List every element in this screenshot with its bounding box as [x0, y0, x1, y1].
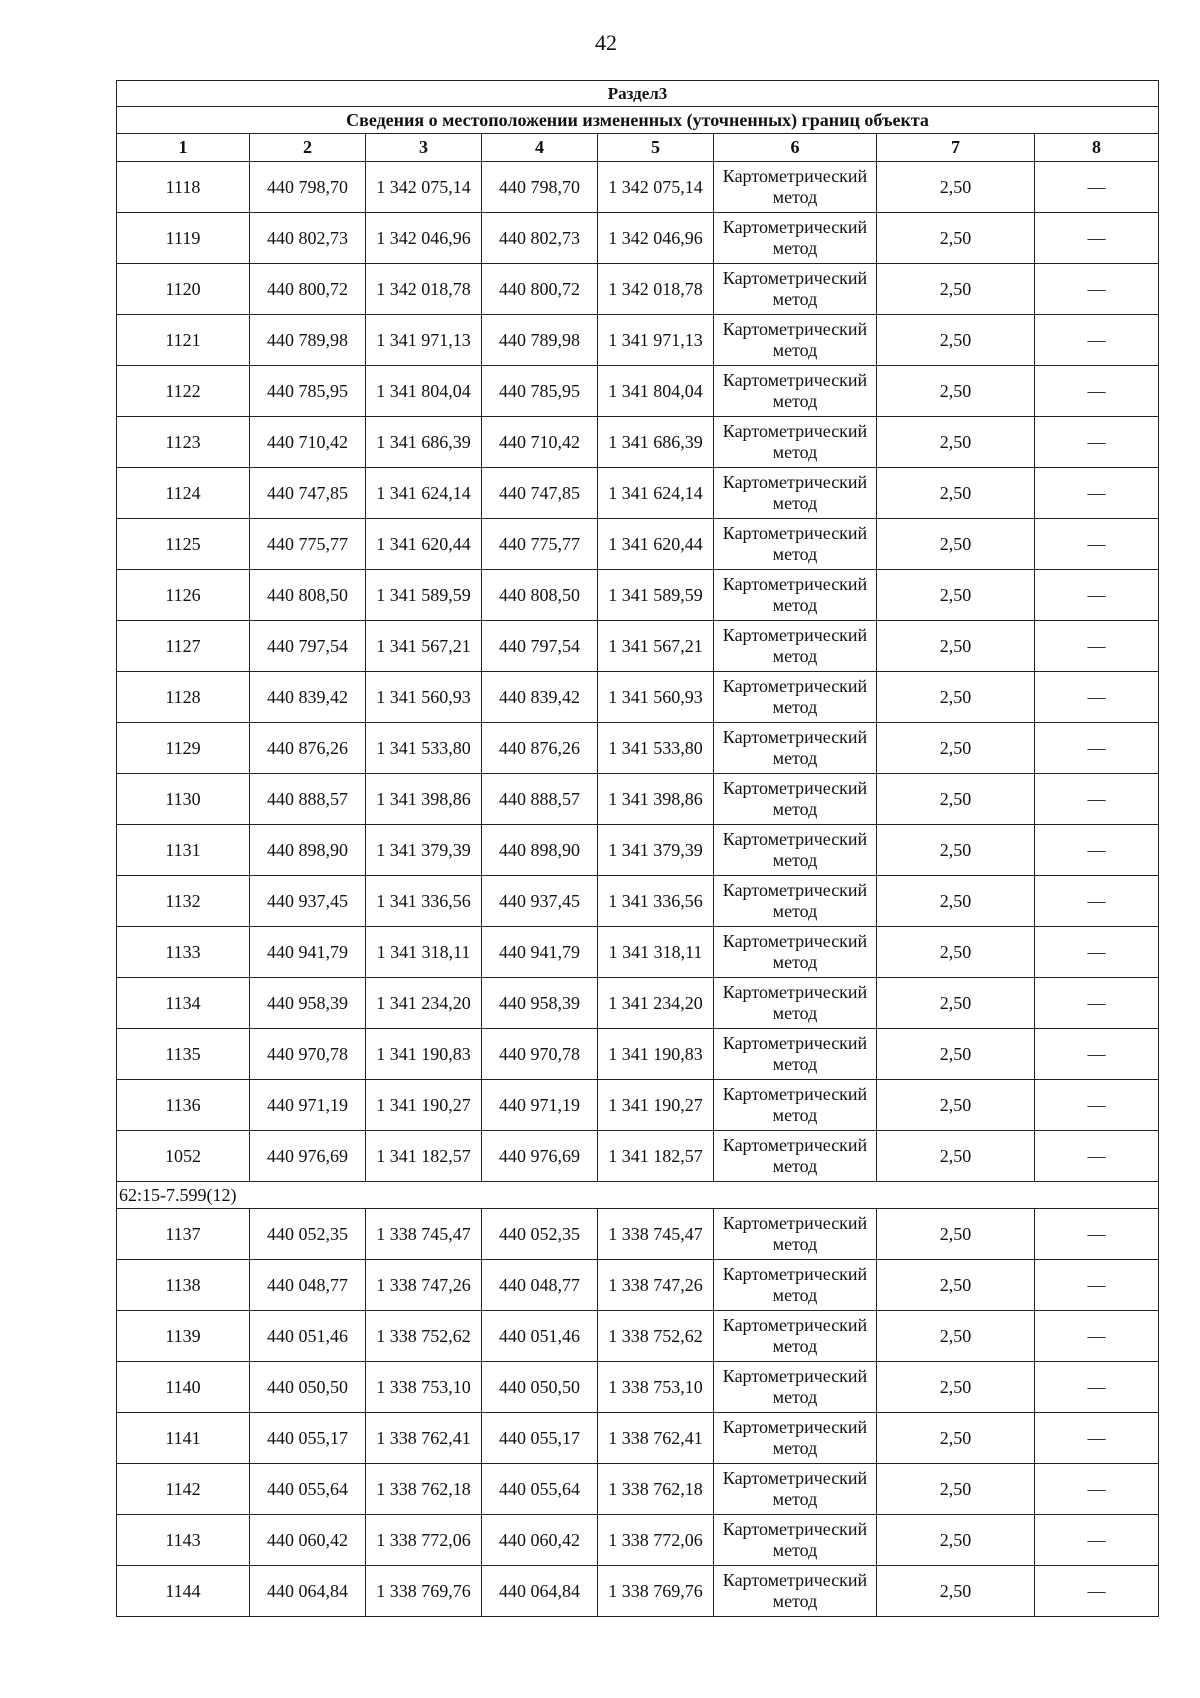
- y-coordinate-cell: 1 341 190,83: [366, 1029, 482, 1080]
- note-cell: —: [1035, 1566, 1159, 1617]
- accuracy-cell: 2,50: [877, 417, 1035, 468]
- point-number-cell: 1128: [117, 672, 250, 723]
- note-cell: —: [1035, 1209, 1159, 1260]
- accuracy-cell: 2,50: [877, 876, 1035, 927]
- x-coordinate-refined-cell: 440 055,17: [482, 1413, 598, 1464]
- point-number-cell: 1127: [117, 621, 250, 672]
- accuracy-cell: 2,50: [877, 723, 1035, 774]
- accuracy-cell: 2,50: [877, 519, 1035, 570]
- table-row: [117, 1029, 1159, 1080]
- point-number-cell: 1123: [117, 417, 250, 468]
- y-coordinate-refined-cell: 1 341 686,39: [598, 417, 714, 468]
- y-coordinate-cell: 1 341 624,14: [366, 468, 482, 519]
- x-coordinate-cell: 440 798,70: [250, 162, 366, 213]
- method-cell: Картометрический метод: [714, 876, 877, 927]
- method-cell: Картометрический метод: [714, 672, 877, 723]
- group-row: [117, 1182, 1159, 1209]
- x-coordinate-refined-cell: 440 048,77: [482, 1260, 598, 1311]
- table-row: [117, 825, 1159, 876]
- point-number-cell: 1118: [117, 162, 250, 213]
- point-number-cell: 1135: [117, 1029, 250, 1080]
- note-cell: —: [1035, 1131, 1159, 1182]
- x-coordinate-refined-cell: 440 876,26: [482, 723, 598, 774]
- table-row: [117, 774, 1159, 825]
- y-coordinate-refined-cell: 1 341 589,59: [598, 570, 714, 621]
- table-row: [117, 672, 1159, 723]
- y-coordinate-refined-cell: 1 338 747,26: [598, 1260, 714, 1311]
- point-number-cell: 1125: [117, 519, 250, 570]
- x-coordinate-refined-cell: 440 941,79: [482, 927, 598, 978]
- y-coordinate-refined-cell: 1 341 190,83: [598, 1029, 714, 1080]
- x-coordinate-cell: 440 775,77: [250, 519, 366, 570]
- accuracy-cell: 2,50: [877, 1413, 1035, 1464]
- accuracy-cell: 2,50: [877, 1209, 1035, 1260]
- method-cell: Картометрический метод: [714, 825, 877, 876]
- point-number-cell: 1137: [117, 1209, 250, 1260]
- y-coordinate-cell: 1 341 190,27: [366, 1080, 482, 1131]
- x-coordinate-refined-cell: 440 808,50: [482, 570, 598, 621]
- accuracy-cell: 2,50: [877, 468, 1035, 519]
- y-coordinate-refined-cell: 1 338 769,76: [598, 1566, 714, 1617]
- table-row: [117, 1209, 1159, 1260]
- table-row: [117, 1566, 1159, 1617]
- x-coordinate-refined-cell: 440 971,19: [482, 1080, 598, 1131]
- table-row: [117, 927, 1159, 978]
- table-row: [117, 1515, 1159, 1566]
- x-coordinate-cell: 440 800,72: [250, 264, 366, 315]
- accuracy-cell: 2,50: [877, 213, 1035, 264]
- y-coordinate-cell: 1 341 567,21: [366, 621, 482, 672]
- method-cell: Картометрический метод: [714, 621, 877, 672]
- method-cell: Картометрический метод: [714, 1029, 877, 1080]
- method-cell: Картометрический метод: [714, 570, 877, 621]
- table-row: [117, 1413, 1159, 1464]
- y-coordinate-refined-cell: 1 338 753,10: [598, 1362, 714, 1413]
- note-cell: —: [1035, 1362, 1159, 1413]
- table-row: [117, 366, 1159, 417]
- y-coordinate-cell: 1 341 336,56: [366, 876, 482, 927]
- column-header-row: [117, 134, 1159, 162]
- y-coordinate-refined-cell: 1 338 745,47: [598, 1209, 714, 1260]
- method-cell: Картометрический метод: [714, 1131, 877, 1182]
- x-coordinate-refined-cell: 440 785,95: [482, 366, 598, 417]
- y-coordinate-cell: 1 341 589,59: [366, 570, 482, 621]
- note-cell: —: [1035, 468, 1159, 519]
- column-header: 8: [1035, 134, 1159, 162]
- accuracy-cell: 2,50: [877, 927, 1035, 978]
- note-cell: —: [1035, 723, 1159, 774]
- table-row: [117, 213, 1159, 264]
- point-number-cell: 1132: [117, 876, 250, 927]
- x-coordinate-cell: 440 710,42: [250, 417, 366, 468]
- y-coordinate-refined-cell: 1 341 190,27: [598, 1080, 714, 1131]
- note-cell: —: [1035, 1515, 1159, 1566]
- table-row: [117, 417, 1159, 468]
- x-coordinate-refined-cell: 440 839,42: [482, 672, 598, 723]
- method-cell: Картометрический метод: [714, 1464, 877, 1515]
- accuracy-cell: 2,50: [877, 1515, 1035, 1566]
- table-row: [117, 621, 1159, 672]
- y-coordinate-refined-cell: 1 341 620,44: [598, 519, 714, 570]
- y-coordinate-refined-cell: 1 338 752,62: [598, 1311, 714, 1362]
- point-number-cell: 1120: [117, 264, 250, 315]
- point-number-cell: 1143: [117, 1515, 250, 1566]
- table-row: [117, 1464, 1159, 1515]
- x-coordinate-cell: 440 048,77: [250, 1260, 366, 1311]
- accuracy-cell: 2,50: [877, 366, 1035, 417]
- table-body: [117, 81, 1159, 1617]
- x-coordinate-cell: 440 055,17: [250, 1413, 366, 1464]
- table-title: Сведения о местоположении измененных (уточненных) границ объекта: [117, 107, 1159, 134]
- accuracy-cell: 2,50: [877, 1029, 1035, 1080]
- y-coordinate-refined-cell: 1 341 971,13: [598, 315, 714, 366]
- table-row: [117, 315, 1159, 366]
- note-cell: —: [1035, 417, 1159, 468]
- note-cell: —: [1035, 927, 1159, 978]
- point-number-cell: 1124: [117, 468, 250, 519]
- y-coordinate-cell: 1 341 560,93: [366, 672, 482, 723]
- note-cell: —: [1035, 366, 1159, 417]
- accuracy-cell: 2,50: [877, 1131, 1035, 1182]
- note-cell: —: [1035, 825, 1159, 876]
- point-number-cell: 1129: [117, 723, 250, 774]
- note-cell: —: [1035, 213, 1159, 264]
- y-coordinate-refined-cell: 1 338 762,41: [598, 1413, 714, 1464]
- y-coordinate-cell: 1 338 747,26: [366, 1260, 482, 1311]
- y-coordinate-cell: 1 338 762,18: [366, 1464, 482, 1515]
- note-cell: —: [1035, 774, 1159, 825]
- method-cell: Картометрический метод: [714, 1515, 877, 1566]
- x-coordinate-refined-cell: 440 051,46: [482, 1311, 598, 1362]
- accuracy-cell: 2,50: [877, 825, 1035, 876]
- y-coordinate-cell: 1 341 379,39: [366, 825, 482, 876]
- x-coordinate-cell: 440 055,64: [250, 1464, 366, 1515]
- method-cell: Картометрический метод: [714, 417, 877, 468]
- accuracy-cell: 2,50: [877, 1362, 1035, 1413]
- accuracy-cell: 2,50: [877, 1566, 1035, 1617]
- note-cell: —: [1035, 570, 1159, 621]
- x-coordinate-cell: 440 970,78: [250, 1029, 366, 1080]
- point-number-cell: 1130: [117, 774, 250, 825]
- y-coordinate-cell: 1 341 620,44: [366, 519, 482, 570]
- table-row: [117, 570, 1159, 621]
- y-coordinate-cell: 1 338 762,41: [366, 1413, 482, 1464]
- note-cell: —: [1035, 1413, 1159, 1464]
- column-header: 2: [250, 134, 366, 162]
- y-coordinate-cell: 1 341 398,86: [366, 774, 482, 825]
- x-coordinate-refined-cell: 440 958,39: [482, 978, 598, 1029]
- column-header: 4: [482, 134, 598, 162]
- x-coordinate-cell: 440 052,35: [250, 1209, 366, 1260]
- x-coordinate-cell: 440 802,73: [250, 213, 366, 264]
- y-coordinate-cell: 1 338 752,62: [366, 1311, 482, 1362]
- x-coordinate-refined-cell: 440 800,72: [482, 264, 598, 315]
- x-coordinate-cell: 440 839,42: [250, 672, 366, 723]
- x-coordinate-cell: 440 797,54: [250, 621, 366, 672]
- table-row: [117, 1260, 1159, 1311]
- x-coordinate-cell: 440 789,98: [250, 315, 366, 366]
- x-coordinate-refined-cell: 440 802,73: [482, 213, 598, 264]
- note-cell: —: [1035, 162, 1159, 213]
- x-coordinate-refined-cell: 440 798,70: [482, 162, 598, 213]
- note-cell: —: [1035, 1260, 1159, 1311]
- x-coordinate-cell: 440 898,90: [250, 825, 366, 876]
- y-coordinate-cell: 1 341 804,04: [366, 366, 482, 417]
- point-number-cell: 1139: [117, 1311, 250, 1362]
- y-coordinate-refined-cell: 1 341 398,86: [598, 774, 714, 825]
- table-row: [117, 1362, 1159, 1413]
- y-coordinate-cell: 1 342 018,78: [366, 264, 482, 315]
- note-cell: —: [1035, 519, 1159, 570]
- method-cell: Картометрический метод: [714, 468, 877, 519]
- y-coordinate-refined-cell: 1 341 379,39: [598, 825, 714, 876]
- y-coordinate-refined-cell: 1 342 018,78: [598, 264, 714, 315]
- x-coordinate-refined-cell: 440 747,85: [482, 468, 598, 519]
- boundary-coordinates-table: [116, 80, 1159, 1617]
- x-coordinate-cell: 440 785,95: [250, 366, 366, 417]
- point-number-cell: 1141: [117, 1413, 250, 1464]
- note-cell: —: [1035, 1311, 1159, 1362]
- point-number-cell: 1052: [117, 1131, 250, 1182]
- point-number-cell: 1136: [117, 1080, 250, 1131]
- y-coordinate-refined-cell: 1 342 046,96: [598, 213, 714, 264]
- method-cell: Картометрический метод: [714, 774, 877, 825]
- note-cell: —: [1035, 978, 1159, 1029]
- point-number-cell: 1134: [117, 978, 250, 1029]
- note-cell: —: [1035, 264, 1159, 315]
- accuracy-cell: 2,50: [877, 1080, 1035, 1131]
- method-cell: Картометрический метод: [714, 1080, 877, 1131]
- x-coordinate-cell: 440 958,39: [250, 978, 366, 1029]
- x-coordinate-refined-cell: 440 775,77: [482, 519, 598, 570]
- x-coordinate-cell: 440 971,19: [250, 1080, 366, 1131]
- table-row: [117, 468, 1159, 519]
- y-coordinate-refined-cell: 1 341 234,20: [598, 978, 714, 1029]
- table-row: [117, 978, 1159, 1029]
- x-coordinate-refined-cell: 440 710,42: [482, 417, 598, 468]
- y-coordinate-refined-cell: 1 341 182,57: [598, 1131, 714, 1182]
- y-coordinate-cell: 1 338 745,47: [366, 1209, 482, 1260]
- x-coordinate-cell: 440 876,26: [250, 723, 366, 774]
- method-cell: Картометрический метод: [714, 162, 877, 213]
- x-coordinate-refined-cell: 440 060,42: [482, 1515, 598, 1566]
- x-coordinate-refined-cell: 440 055,64: [482, 1464, 598, 1515]
- point-number-cell: 1119: [117, 213, 250, 264]
- method-cell: Картометрический метод: [714, 519, 877, 570]
- x-coordinate-cell: 440 060,42: [250, 1515, 366, 1566]
- y-coordinate-refined-cell: 1 341 318,11: [598, 927, 714, 978]
- x-coordinate-refined-cell: 440 976,69: [482, 1131, 598, 1182]
- x-coordinate-cell: 440 050,50: [250, 1362, 366, 1413]
- method-cell: Картометрический метод: [714, 1566, 877, 1617]
- y-coordinate-cell: 1 341 686,39: [366, 417, 482, 468]
- column-header: 3: [366, 134, 482, 162]
- column-header: 5: [598, 134, 714, 162]
- point-number-cell: 1121: [117, 315, 250, 366]
- x-coordinate-refined-cell: 440 970,78: [482, 1029, 598, 1080]
- table-row: [117, 876, 1159, 927]
- y-coordinate-cell: 1 341 234,20: [366, 978, 482, 1029]
- x-coordinate-refined-cell: 440 052,35: [482, 1209, 598, 1260]
- group-label: 62:15-7.599(12): [117, 1182, 1159, 1209]
- x-coordinate-refined-cell: 440 797,54: [482, 621, 598, 672]
- y-coordinate-cell: 1 338 772,06: [366, 1515, 482, 1566]
- y-coordinate-cell: 1 338 753,10: [366, 1362, 482, 1413]
- y-coordinate-cell: 1 341 182,57: [366, 1131, 482, 1182]
- x-coordinate-cell: 440 941,79: [250, 927, 366, 978]
- method-cell: Картометрический метод: [714, 315, 877, 366]
- y-coordinate-cell: 1 338 769,76: [366, 1566, 482, 1617]
- x-coordinate-refined-cell: 440 898,90: [482, 825, 598, 876]
- y-coordinate-cell: 1 342 046,96: [366, 213, 482, 264]
- point-number-cell: 1126: [117, 570, 250, 621]
- table-row: [117, 519, 1159, 570]
- accuracy-cell: 2,50: [877, 621, 1035, 672]
- y-coordinate-refined-cell: 1 341 567,21: [598, 621, 714, 672]
- accuracy-cell: 2,50: [877, 774, 1035, 825]
- table-row: [117, 723, 1159, 774]
- x-coordinate-cell: 440 976,69: [250, 1131, 366, 1182]
- table-row: [117, 1080, 1159, 1131]
- column-header: 7: [877, 134, 1035, 162]
- point-number-cell: 1131: [117, 825, 250, 876]
- point-number-cell: 1142: [117, 1464, 250, 1515]
- y-coordinate-cell: 1 342 075,14: [366, 162, 482, 213]
- method-cell: Картометрический метод: [714, 366, 877, 417]
- page-number: 42: [595, 30, 617, 55]
- method-cell: Картометрический метод: [714, 723, 877, 774]
- y-coordinate-refined-cell: 1 341 533,80: [598, 723, 714, 774]
- note-cell: —: [1035, 876, 1159, 927]
- x-coordinate-refined-cell: 440 789,98: [482, 315, 598, 366]
- y-coordinate-refined-cell: 1 338 772,06: [598, 1515, 714, 1566]
- point-number-cell: 1122: [117, 366, 250, 417]
- method-cell: Картометрический метод: [714, 264, 877, 315]
- x-coordinate-refined-cell: 440 937,45: [482, 876, 598, 927]
- note-cell: —: [1035, 672, 1159, 723]
- y-coordinate-refined-cell: 1 341 804,04: [598, 366, 714, 417]
- y-coordinate-refined-cell: 1 342 075,14: [598, 162, 714, 213]
- accuracy-cell: 2,50: [877, 672, 1035, 723]
- column-header: 6: [714, 134, 877, 162]
- x-coordinate-cell: 440 808,50: [250, 570, 366, 621]
- method-cell: Картометрический метод: [714, 213, 877, 264]
- table-row: [117, 264, 1159, 315]
- point-number-cell: 1138: [117, 1260, 250, 1311]
- accuracy-cell: 2,50: [877, 264, 1035, 315]
- y-coordinate-cell: 1 341 971,13: [366, 315, 482, 366]
- method-cell: Картометрический метод: [714, 927, 877, 978]
- note-cell: —: [1035, 1080, 1159, 1131]
- x-coordinate-cell: 440 747,85: [250, 468, 366, 519]
- column-header: 1: [117, 134, 250, 162]
- note-cell: —: [1035, 315, 1159, 366]
- note-cell: —: [1035, 621, 1159, 672]
- x-coordinate-cell: 440 937,45: [250, 876, 366, 927]
- x-coordinate-cell: 440 888,57: [250, 774, 366, 825]
- note-cell: —: [1035, 1464, 1159, 1515]
- accuracy-cell: 2,50: [877, 1464, 1035, 1515]
- accuracy-cell: 2,50: [877, 978, 1035, 1029]
- accuracy-cell: 2,50: [877, 315, 1035, 366]
- accuracy-cell: 2,50: [877, 570, 1035, 621]
- point-number-cell: 1144: [117, 1566, 250, 1617]
- y-coordinate-refined-cell: 1 341 624,14: [598, 468, 714, 519]
- x-coordinate-refined-cell: 440 888,57: [482, 774, 598, 825]
- method-cell: Картометрический метод: [714, 1362, 877, 1413]
- table-row: [117, 162, 1159, 213]
- accuracy-cell: 2,50: [877, 1260, 1035, 1311]
- x-coordinate-cell: 440 064,84: [250, 1566, 366, 1617]
- table-row: [117, 1311, 1159, 1362]
- method-cell: Картометрический метод: [714, 978, 877, 1029]
- note-cell: —: [1035, 1029, 1159, 1080]
- method-cell: Картометрический метод: [714, 1413, 877, 1464]
- accuracy-cell: 2,50: [877, 1311, 1035, 1362]
- y-coordinate-cell: 1 341 533,80: [366, 723, 482, 774]
- y-coordinate-refined-cell: 1 341 336,56: [598, 876, 714, 927]
- x-coordinate-refined-cell: 440 050,50: [482, 1362, 598, 1413]
- y-coordinate-refined-cell: 1 341 560,93: [598, 672, 714, 723]
- point-number-cell: 1140: [117, 1362, 250, 1413]
- section-label: Раздел3: [117, 81, 1159, 107]
- method-cell: Картометрический метод: [714, 1311, 877, 1362]
- x-coordinate-refined-cell: 440 064,84: [482, 1566, 598, 1617]
- method-cell: Картометрический метод: [714, 1260, 877, 1311]
- method-cell: Картометрический метод: [714, 1209, 877, 1260]
- table-row: [117, 1131, 1159, 1182]
- y-coordinate-cell: 1 341 318,11: [366, 927, 482, 978]
- x-coordinate-cell: 440 051,46: [250, 1311, 366, 1362]
- point-number-cell: 1133: [117, 927, 250, 978]
- accuracy-cell: 2,50: [877, 162, 1035, 213]
- y-coordinate-refined-cell: 1 338 762,18: [598, 1464, 714, 1515]
